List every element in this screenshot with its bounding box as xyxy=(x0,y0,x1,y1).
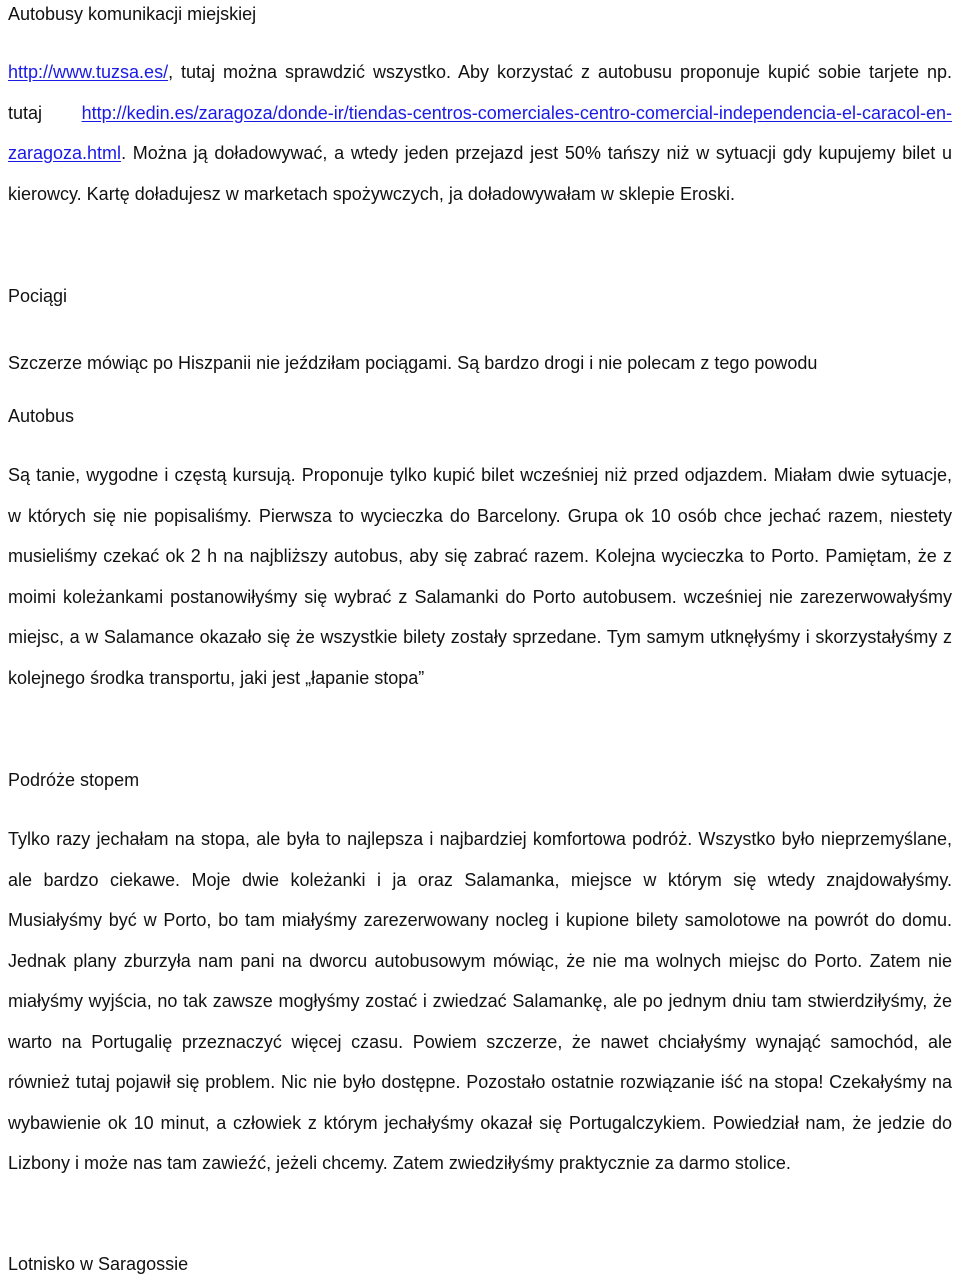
paragraph-city-buses-text-2: . Można ją doładowywać, a wtedy jeden przejazd jest 50% tańszy niż w sytuacji gdy kupujemy bilet u kierowcy. Kartę doładujesz w marketach spożywczych, ja doładowywałam w sklepie Eroski. xyxy=(8,143,952,204)
heading-airport: Lotnisko w Saragossie xyxy=(8,1254,189,1274)
heading-trains: Pociągi xyxy=(8,286,68,306)
paragraph-trains: Szczerze mówiąc po Hiszpanii nie jeździłam pociągami. Są bardzo drogi i nie polecam z tego powodu xyxy=(8,353,818,373)
paragraph-coach: Są tanie, wygodne i częstą kursują. Proponuje tylko kupić bilet wcześniej niż przed odjazdem. Miałam dwie sytuacje, w których się nie popisaliśmy. Pierwsza to wycieczka do Barcelony. Grupa ok 10 osób chce jechać razem, niestety musieliśmy czekać ok 2 h na najbliższy autobus, aby się zabrać razem. Kolejna wycieczka to Porto. Pamiętam, że z moimi koleżankami postanowiłyśmy się wybrać z Salamanki do Porto autobusem. wcześniej nie zarezerwowałyśmy miejsc, a w Salamance okazało się że wszystkie bilety zostały sprzedane. Tym samym utknęłyśmy i skorzystałyśmy z kolejnego środka transportu, jaki jest „łapanie stopa” xyxy=(8,465,952,688)
heading-city-buses: Autobusy komunikacji miejskiej xyxy=(8,4,257,24)
link-kedin[interactable]: http://kedin.es/zaragoza/donde-ir/tiendas-centros-comerciales-centro-comercial-independencia-el-caracol-en-zaragoza.html xyxy=(8,102,952,163)
heading-hitchhiking: Podróże stopem xyxy=(8,770,140,790)
heading-coach: Autobus xyxy=(8,406,75,426)
link-tuzsa[interactable]: http://www.tuzsa.es/ xyxy=(8,62,169,82)
paragraph-hitchhiking: Tylko razy jechałam na stopa, ale była to najlepsza i najbardziej komfortowa podróż. Wszystko było nieprzemyślane, ale bardzo ciekawe. Moje dwie koleżanki i ja oraz Salamanka, miejsce w którym się wtedy znajdowałyśmy. Musiałyśmy być w Porto, bo tam miałyśmy zarezerwowany nocleg i kupione bilety samolotowe na powrót do domu. Jednak plany zburzyła nam pani na dworcu autobusowym mówiąc, że nie ma wolnych miejsc do Porto. Zatem nie miałyśmy wyjścia, no tak zawsze mogłyśmy zostać i zwiedzać Salamankę, ale po jednym dniu tam stwierdziłyśmy, że warto na Portugalię przeznaczyć więcej czasu. Powiem szczerze, że nawet chciałyśmy wynająć samochód, ale również tutaj pojawił się problem. Nic nie było dostępne. Pozostało ostatnie rozwiązanie iść na stopa! Czekałyśmy na wybawienie ok 10 minut, a człowiek z którym jechałyśmy okazał się Portugalczykiem. Powiedział nam, że jedzie do Lizbony i może nas tam zawieźć, jeżeli chcemy. Zatem zwiedziłyśmy praktycznie za darmo stolice. xyxy=(8,829,952,1173)
paragraph-city-buses xyxy=(8,52,952,214)
paragraph-city-buses-text-1: , tutaj można sprawdzić wszystko. Aby korzystać z autobusu proponuje kupić sobie tarjete np. tutaj xyxy=(8,62,952,123)
